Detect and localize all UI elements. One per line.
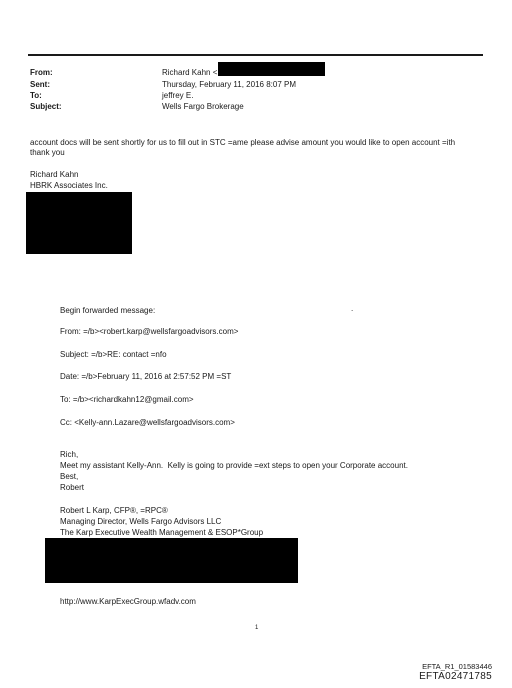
forward-date: Date: =/b>February 11, 2016 at 2:57:52 PM =ST (60, 372, 232, 381)
forward-from: From: =/b><robert.karp@wellsfargoadvisors.com> (60, 327, 239, 336)
message-body: Meet my assistant Kelly-Ann. Kelly is going to provide =ext steps to open your Corporate account. (60, 461, 408, 470)
subject-label: Subject: (30, 102, 62, 111)
signature-name: Richard Kahn (30, 170, 79, 179)
stray-mark: . (351, 304, 354, 313)
forward-cc: Cc: <Kelly-ann.Lazare@wellsfargoadvisors.com> (60, 418, 235, 427)
redaction-box (218, 62, 325, 76)
header-rule (28, 54, 483, 56)
forward-sig-name: Robert L Karp, CFP®, =RPC® (60, 506, 168, 515)
sent-value: Thursday, February 11, 2016 8:07 PM (162, 80, 296, 89)
signature-company: HBRK Associates Inc. (30, 181, 108, 190)
footer-id-primary: EFTA_R1_01583446 (422, 662, 492, 671)
forward-url: http://www.KarpExecGroup.wfadv.com (60, 597, 196, 606)
to-value: jeffrey E. (162, 91, 194, 100)
message-closing: Best, (60, 472, 79, 481)
forward-intro: Begin forwarded message: (60, 306, 156, 315)
subject-value: Wells Fargo Brokerage (162, 102, 244, 111)
body-line-2: thank you (30, 148, 65, 157)
forward-subject: Subject: =/b>RE: contact =nfo (60, 350, 167, 359)
footer-id-secondary: EFTA02471785 (419, 671, 492, 682)
from-value: Richard Kahn < (162, 68, 218, 77)
message-greeting: Rich, (60, 450, 79, 459)
sent-label: Sent: (30, 80, 50, 89)
to-label: To: (30, 91, 42, 100)
forward-to: To: =/b><richardkahn12@gmail.com> (60, 395, 194, 404)
forward-sig-group: The Karp Executive Wealth Management & ESOP*Group (60, 528, 264, 537)
redaction-box (26, 192, 132, 254)
page-number: 1 (255, 625, 259, 631)
body-line-1: account docs will be sent shortly for us to fill out in STC =ame please advise amount you would like to open account =ith (30, 138, 456, 147)
forward-sig-title: Managing Director, Wells Fargo Advisors LLC (60, 517, 222, 526)
message-closing-name: Robert (60, 483, 85, 492)
redaction-box (45, 538, 298, 583)
from-label: From: (30, 68, 53, 77)
